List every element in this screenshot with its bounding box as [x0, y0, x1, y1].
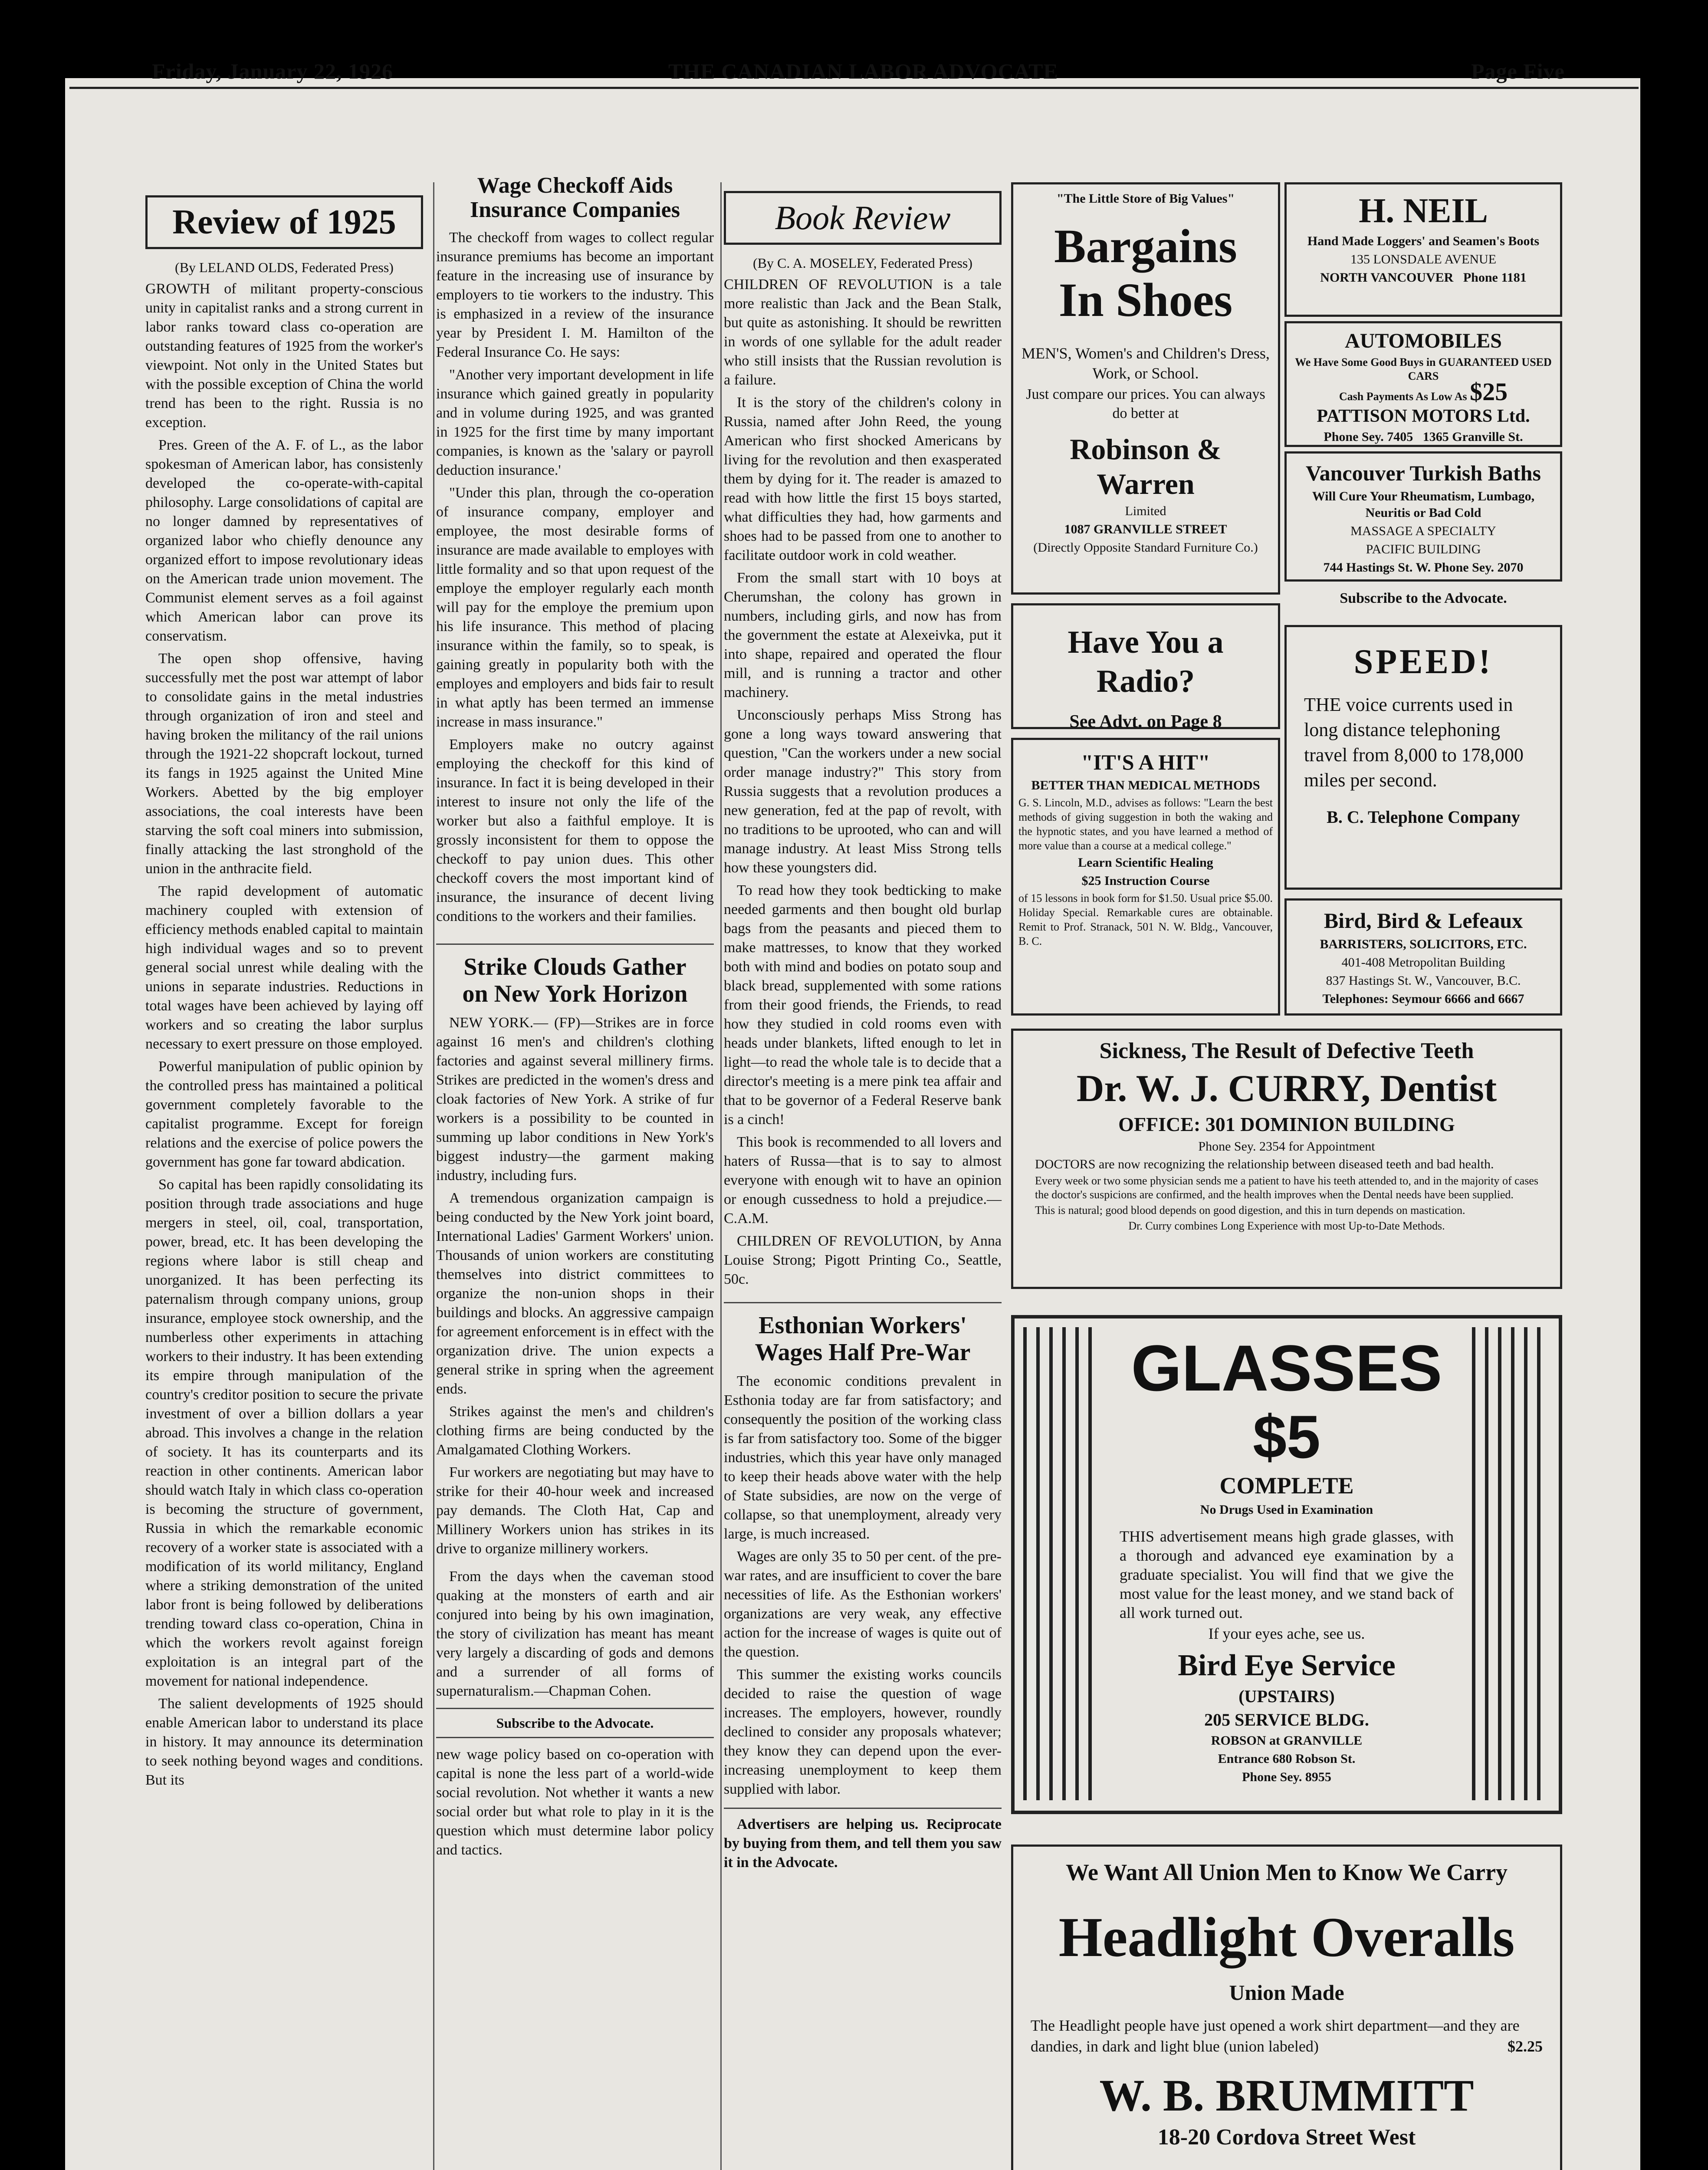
- paragraph: The open shop offensive, having successfully met the post war attempt of labor to consolidate gains in the metal industries through organization of iron and steel and having broken the militancy of the rail unions through the 1921-22 shopcraft lockout, turned its fangs in 1925 against the United Mine Workers. Abetted by the big employer associations, the coal interests have been starving the soft coal miners into submission, finally attacking the last stronghold of the union in the anthracite field.: [145, 651, 423, 877]
- ad-entrance: Entrance 680 Robson St.: [1218, 1752, 1356, 1766]
- article-title-strike: [436, 944, 714, 1007]
- paragraph: This book is recommended to all lovers and haters of Russa—that is to say to almost everyone with enough wit to have an opinion or enough cussedness to hold a prejudice.—C.A.M.: [724, 1134, 1002, 1226]
- ad-nodrugs: No Drugs Used in Examination: [1200, 1503, 1373, 1517]
- decorative-stripes: [1472, 1327, 1550, 1800]
- ad-city-name: NORTH VANCOUVER: [1320, 270, 1454, 285]
- ad-sub: BETTER THAN MEDICAL METHODS: [1031, 778, 1260, 792]
- ad-ache: If your eyes ache, see us.: [1208, 1625, 1365, 1642]
- article-title: [436, 174, 714, 222]
- ad-address: 135 LONSDALE AVENUE: [1350, 252, 1497, 266]
- ad-top: Sickness, The Result of Defective Teeth: [1099, 1039, 1474, 1063]
- subscribe-note: Subscribe to the Advocate.: [1340, 590, 1507, 606]
- ad-body: Telephones: Seymour 6666 and 6667: [1322, 992, 1524, 1006]
- paragraph: Strikes against the men's and children's clothing firms are being conducted by the Amalgamated Clothing Workers.: [436, 1404, 714, 1458]
- ad-headline: GLASSES: [1131, 1332, 1442, 1404]
- ad-corner: ROBSON at GRANVILLE: [1211, 1733, 1363, 1748]
- decorative-stripes: [1023, 1327, 1101, 1800]
- article-title: Book Review: [724, 191, 1002, 245]
- ad-address: 18-20 Cordova Street West: [1157, 2125, 1416, 2150]
- masthead: THE CANADIAN LABOR ADVOCATE: [668, 59, 1058, 83]
- ad-body: Will Cure Your Rheumatism, Lumbago, Neuritis or Bad Cold: [1312, 489, 1535, 520]
- advertisers-note: Advertisers are helping us. Reciprocate by buying from them, and tell them you saw it in the Advocate.: [724, 1808, 1002, 1872]
- article-title-estonia: [724, 1302, 1002, 1366]
- ad-upstairs: (UPSTAIRS): [1238, 1687, 1335, 1706]
- ad-firm: W. B. BRUMMITT: [1099, 2071, 1474, 2121]
- glasses-content: [1114, 1332, 1459, 1787]
- paragraph: From the days when the caveman stood quaking at the monsters of earth and air conjured into being by his own imagination, the story of civilization has meant has meant very largely a discarding of gods and demons and a surrender of all forms of supernaturalism.—Chapman Cohen.: [436, 1568, 714, 1699]
- ad-firm: Robinson & Warren: [1070, 433, 1222, 500]
- column-rule: [720, 182, 722, 2170]
- paragraph: Fur workers are negotiating but may have to strike for their 40-hour week and increased pay demands. The Cloth Hat, Cap and Millinery Workers union has strikes in its drive to organize millinery workers.: [436, 1464, 714, 1557]
- ad-top: We Want All Union Men to Know We Carry: [1065, 1859, 1508, 1885]
- ad-complete: COMPLETE: [1219, 1473, 1354, 1499]
- ad-body: THIS advertisement means high grade glasses, with a thorough and advanced eye examination by a graduate specialist. You will find that we give the most value for the least money, and we stand back of all work turned out.: [1120, 1528, 1454, 1621]
- ad-body: THE voice currents used in long distance telephoning travel from 8,000 to 178,000 miles per second.: [1304, 694, 1524, 791]
- article-review-1925: [145, 178, 423, 1793]
- ad-headlight-overalls: [1011, 1844, 1562, 2170]
- ad-amount: $25: [1470, 378, 1508, 406]
- paragraph: A tremendous organization campaign is being conducted by the New York joint board, International Ladies' Garment Workers' union. Thousands of union workers are constituting themselves into district committees to organize the non-union shops in their buildings and blocks. An aggressive campaign for agreement enforcement is in effect with the organization drive. The union expects a general strike in spring when the agreement ends.: [436, 1190, 714, 1397]
- ad-headline: "IT'S A HIT": [1081, 750, 1210, 774]
- byline: (By LELAND OLDS, Federated Press): [175, 260, 394, 275]
- ad-price: $25 Instruction Course: [1081, 874, 1210, 888]
- paragraph: The checkoff from wages to collect regular insurance premiums has become an important feature in the increasing use of insurance by employers to tie workers to the industry. This is emphasized in a review of the insurance year by President I. M. Hamilton of the Federal Insurance Co. He says:: [436, 230, 714, 360]
- ad-contact: [1292, 429, 1555, 445]
- ad-city: [1292, 270, 1555, 286]
- ad-glasses: [1011, 1315, 1562, 1814]
- ad-address: 744 Hastings St. W. Phone Sey. 2070: [1323, 560, 1524, 575]
- article-checkoff: [436, 173, 714, 1863]
- paragraph: CHILDREN OF REVOLUTION is a tale more realistic than Jack and the Bean Stalk, but quite as astonishing. It should be rewritten in words of one syllable for the adult reader who still insists that the Russian revolution is a failure.: [724, 276, 1002, 388]
- ad-details: of 15 lessons in book form for $1.50. Usual price $5.00. Holiday Special. Remarkable cures are obtainable. Remit to Prof. Stranack, 501 N. W. Bldg., Vancouver, B. C.: [1018, 892, 1273, 947]
- article-book-review: [724, 178, 1002, 1876]
- title-line: on New York Horizon: [462, 980, 688, 1007]
- paragraph: The salient developments of 1925 should enable American labor to understand its place in history. It may announce its determination to seek nothing beyond wages and conditions. But its: [145, 1696, 423, 1788]
- ad-body: Every week or two some physician sends me a patient to have his teeth attended to, and in the majority of cases the doctor's suspicions are confirmed, and the health improves when the Dental needs have been supplied.: [1035, 1174, 1538, 1201]
- ad-company: B. C. Telephone Company: [1327, 807, 1520, 827]
- ad-office: OFFICE: 301 DOMINION BUILDING: [1118, 1113, 1455, 1135]
- paragraph: new wage policy based on co-operation with capital is none the less part of a world-wide social revolution. Not whether it wants a new social order but what role to play in it is the question which must determine labor policy and tactics.: [436, 1746, 714, 1858]
- title-line: Insurance Companies: [470, 197, 680, 222]
- title-line: Wages Half Pre-War: [755, 1339, 971, 1366]
- ad-note: (Directly Opposite Standard Furniture Co.): [1033, 540, 1258, 555]
- paragraph: From the small start with 10 boys at Cherumshan, the colony has grown in numbers, including girls, and now has from the government the estate at Alexeivka, put it into shape, repaired and operated the flour mill, and is running a tractor and other machinery.: [724, 570, 1002, 700]
- ad-body: See Advt. on Page 8: [1069, 712, 1222, 732]
- ad-phone: Phone Sey. 2354 for Appointment: [1198, 1139, 1375, 1154]
- ad-body-text: Cash Payments As Low As: [1339, 390, 1467, 403]
- paragraph: Unconsciously perhaps Miss Strong has gone a long ways toward answering that question, "Can the workers under a new social order manage industry?" This story from Russia suggests that a revolution produces a new generation, fed at the pap of revolt, with no traditions to be uprooted, who can and will manage industry. At least Miss Strong tells how these youngsters did.: [724, 707, 1002, 876]
- ad-body: DOCTORS are now recognizing the relationship between diseased teeth and bad health.: [1035, 1157, 1494, 1171]
- ad-body: 401-408 Metropolitan Building: [1341, 955, 1505, 970]
- paragraph: "Another very important development in life insurance which gained greatly in popularity and in volume during 1925, and was granted in 1925 for the first time by many important companies, is known as the 'salary or payroll deduction insurance.': [436, 367, 714, 478]
- ad-automobiles: [1284, 321, 1562, 447]
- ad-firm: PATTISON MOTORS Ltd.: [1317, 406, 1530, 426]
- ad-headline: Have You a Radio?: [1068, 625, 1224, 699]
- ad-specialty: MASSAGE A SPECIALTY: [1350, 524, 1496, 538]
- paragraph: Employers make no outcry against employing the checkoff for this kind of insurance. In fact it is being developed in their interest to insure not only the life of the worker but also a faithful employe. It is grossly inconsistent for them to oppose the checkoff to pay union dues. This other checkoff covers the most important kind of insurance, the insurance of decent living conditions to the workers and their families.: [436, 736, 714, 924]
- ad-body: [1031, 2015, 1543, 2057]
- ad-body: BARRISTERS, SOLICITORS, ETC.: [1320, 937, 1527, 951]
- title-line: Strike Clouds Gather: [463, 953, 686, 980]
- ad-headline: H. NEIL: [1359, 192, 1488, 230]
- article-title: Review of 1925: [145, 195, 423, 249]
- paragraph: CHILDREN OF REVOLUTION, by Anna Louise Strong; Pigott Printing Co., Seattle, 50c.: [724, 1233, 1002, 1287]
- ad-phone: Phone 1181: [1463, 270, 1527, 285]
- title-line: Wage Checkoff Aids: [477, 173, 673, 198]
- issue-date: Friday, January 22, 1926: [152, 59, 393, 83]
- ad-address: 1087 GRANVILLE STREET: [1064, 522, 1227, 536]
- ad-body: MEN'S, Women's and Children's Dress, Work, or School.: [1022, 345, 1270, 382]
- paragraph: The rapid development of automatic machinery coupled with extension of efficiency methods enabled capital to maintain high individual wages and so to prevent general social unrest while dealing with the unions in separate industries. Reductions in total wages have been achieved by laying off workers and so creating the labor surplus necessary to exert pressure on those employed.: [145, 883, 423, 1052]
- page-number: Page Five: [1471, 59, 1565, 83]
- paragraph: Pres. Green of the A. F. of L., as the labor spokesman of American labor, has consistenly developed the co-operate-with-capital philosophy. Large consolidations of capital are no longer damned by representatives of organized labor who chiefly denounce any organized effort to impose revolutionary ideas on the American trade union movement. The Communist element serves as a foil against which American labor can prove its conservatism.: [145, 437, 423, 644]
- ad-body: G. S. Lincoln, M.D., advises as follows: "Learn the best methods of giving suggestion in both the waking and the hypnotic states, and you have learned a method of more value than a course at a medical college.": [1018, 796, 1273, 852]
- paragraph: The economic conditions prevalent in Esthonia today are far from satisfactory; and consequently the position of the working class is far from satisfactory too. Some of the bigger industries, which this year have only managed to keep their heads above water with the help of State subsidies, are now on the verge of collapse, so that unemployment, already very large, is much increased.: [724, 1373, 1002, 1542]
- ad-body-text: The Headlight people have just opened a work shirt department—and they are dandies, in dark and light blue (union labeled): [1031, 2017, 1520, 2055]
- paragraph: GROWTH of militant property-conscious unity in capitalist ranks and a strong current in labor ranks toward class co-operation are outstanding features of 1925 from the worker's viewpoint. Not only in the United States but with the possible exception of China the world trend has been to the right. Russia is no exception.: [145, 281, 423, 431]
- title-line: Esthonian Workers': [759, 1312, 967, 1339]
- paragraph: To read how they took bedticking to make needed garments and then bought old burlap bags from the peasants and pieced them to make mattresses, to know that they worked both with mind and bodies on potato soup and black bread, supplemented with some rations from their good friends, the Friends, to read how they studied in cold rooms even with heads under blankets, lifted enough to let in light—to read the whole tale is to decide that a director's meeting is a mere pink tea affair and that to be governor of a Federal Reserve bank is a cinch!: [724, 882, 1002, 1128]
- ad-headline: SPEED!: [1353, 643, 1493, 681]
- ad-bc-telephone: [1284, 625, 1562, 890]
- ad-union: Union Made: [1229, 1980, 1344, 2005]
- ad-turkish-baths: [1284, 451, 1562, 582]
- ad-headline: Dr. W. J. CURRY, Dentist: [1076, 1068, 1497, 1110]
- ad-tagline: "The Little Store of Big Values": [1056, 191, 1235, 206]
- ad-h-neil: [1284, 182, 1562, 317]
- ad-its-a-hit: [1011, 738, 1280, 1016]
- ad-price: $5: [1253, 1403, 1320, 1471]
- ad-phone: Phone Sey. 7405: [1324, 430, 1413, 444]
- header-rule: [69, 87, 1639, 89]
- ad-body: We Have Some Good Buys in GUARANTEED USED CARS: [1295, 356, 1552, 382]
- ad-bird-bird-lefeaux: [1284, 898, 1562, 1016]
- subscribe-note: Subscribe to the Advocate.: [436, 1708, 714, 1738]
- ad-limited: Limited: [1125, 504, 1166, 518]
- ad-body: Hand Made Loggers' and Seamen's Boots: [1307, 234, 1540, 248]
- ad-building: PACIFIC BUILDING: [1366, 542, 1481, 556]
- paragraph: "Under this plan, through the co-operation of insurance company, employer and employee, the most desirable forms of insurance are made available to employes with little formality and so that upon request of the employe the employer regularly each month will pay for the employe the premium upon his life insurance. This method of placing insurance within the family, so to speak, is gaining greatly in popularity both with the employes and employers and bids fair to result in what aptly has been termed an immense increase in mass insurance.": [436, 485, 714, 730]
- ad-headline: Vancouver Turkish Baths: [1306, 461, 1541, 485]
- ad-firm: Bird Eye Service: [1178, 1649, 1396, 1682]
- paragraph: This summer the existing works councils decided to raise the question of wage increases. The employers, however, roundly declined to consider any proposals whatever; they know they can depend upon the ever-increasing unemployment to keep them supplied with labor.: [724, 1667, 1002, 1797]
- ad-headline: Bargains: [1054, 220, 1237, 273]
- ad-body: 837 Hastings St. W., Vancouver, B.C.: [1326, 973, 1521, 988]
- ad-building: 205 SERVICE BLDG.: [1204, 1710, 1369, 1729]
- ad-headline: Bird, Bird & Lefeaux: [1324, 908, 1523, 933]
- ad-body: [1292, 378, 1555, 406]
- ad-headline: Headlight Overalls: [1058, 1906, 1515, 1969]
- column-rule: [433, 182, 434, 2170]
- paragraph: So capital has been rapidly consolidating its position through trade associations and huge mergers in steel, oil, coal, transportation, power, bread, etc. It has been developing the regions where labor is still cheap and unorganized. It has been perfecting its paternalism through company unions, group insurance, employee stock ownership, and the numberless other experiments in attaching workers to their industry. It has been extending its empire through manipulation of the country's creditor position to secure the private investment of over a billion dollars a year abroad. This involves a change in the relation of society. It has its counterparts and its reaction in other continents. American labor should watch Italy in which class co-operation is becoming the structure of government, Russia in which the remarkable economic recovery of a worker state is associated with a modification of its world militancy, England where a striking demonstration of the united labor front is being followed by deliberations trending toward class co-operation, China in which the workers revolt against foreign exploitation is an integral part of the movement for national independence.: [145, 1177, 423, 1689]
- paragraph: NEW YORK.— (FP)—Strikes are in force against 16 men's and children's clothing factories and against several millinery firms. Strikes are predicted in the women's dress and cloak factories of New York. A strike of fur workers is a possibility to be counted in summing up labor conditions in New York's biggest industry—the garment making industry, including furs.: [436, 1015, 714, 1184]
- ad-body: Just compare our prices. You can always do better at: [1026, 386, 1265, 421]
- ad-headline: AUTOMOBILES: [1345, 329, 1502, 352]
- ad-body: This is natural; good blood depends on good digestion, and this in turn depends on mastication.: [1035, 1204, 1465, 1217]
- ad-dr-curry: [1011, 1029, 1562, 1289]
- ad-address: 1365 Granville St.: [1422, 430, 1523, 444]
- ad-course: Learn Scientific Healing: [1078, 855, 1213, 870]
- ad-body: Dr. Curry combines Long Experience with most Up-to-Date Methods.: [1128, 1220, 1445, 1232]
- paragraph: Wages are only 35 to 50 per cent. of the pre-war rates, and are insufficient to cover the bare necessities of life. As the Esthonian workers' organizations are very weak, any effective action for the increase of wages is quite out of the question.: [724, 1549, 1002, 1660]
- paragraph: It is the story of the children's colony in Russia, named after John Reed, the young American who first shocked Americans by living for the revolution and then exasperated them by dying for it. The reader is amazed to read with how little the first 15 boys started, what difficulties they had, how garments and shoes had to be passed from one to another to facilitate outdoor work in cold weather.: [724, 395, 1002, 563]
- ad-radio: [1011, 603, 1280, 732]
- ad-headline: In Shoes: [1058, 273, 1233, 326]
- byline: (By C. A. MOSELEY, Federated Press): [752, 255, 973, 271]
- ad-price: $2.25: [1508, 2038, 1543, 2055]
- ad-bargains-in-shoes: [1011, 182, 1280, 595]
- paragraph: Powerful manipulation of public opinion by the controlled press has maintained a political government completely favorable to the capitalist programme. Except for foreign relations and the exercise of police powers the government has gone far toward abdication.: [145, 1059, 423, 1170]
- ad-phone: Phone Sey. 8955: [1242, 1770, 1331, 1784]
